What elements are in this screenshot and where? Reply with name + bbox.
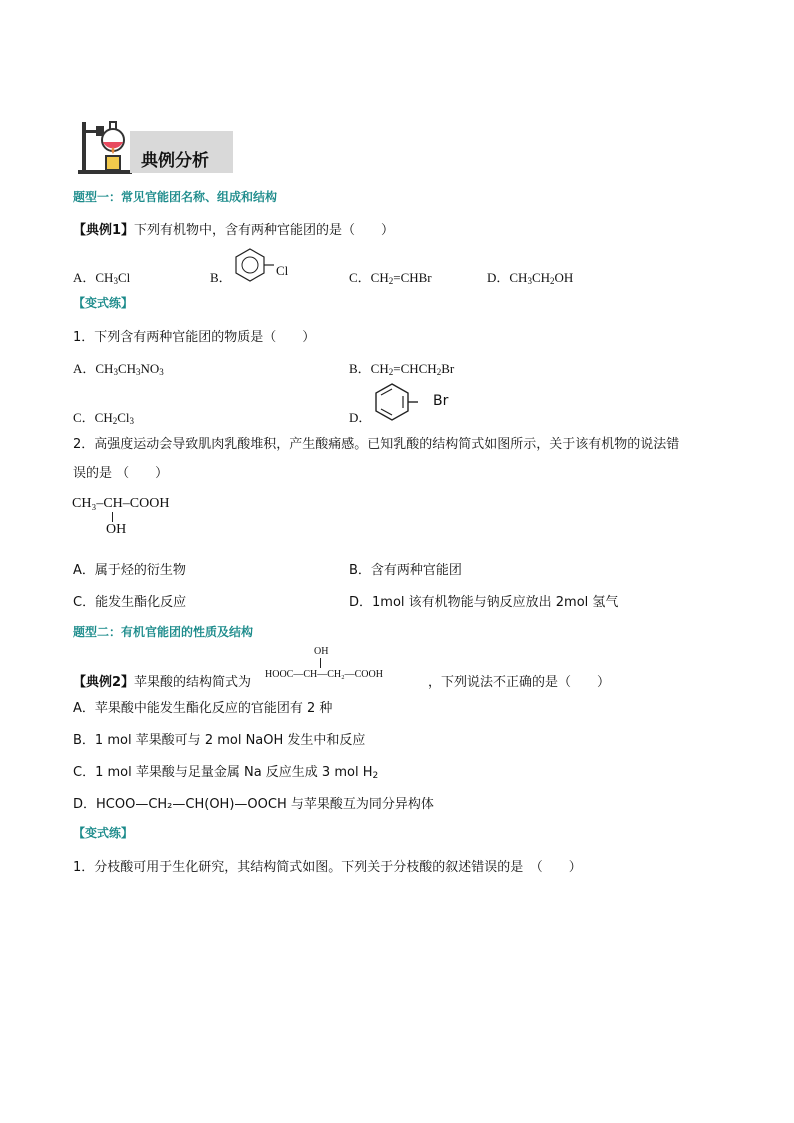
section-heading: 典例分析 [141,151,209,171]
example2-question-tail: ，下列说法不正确的是（ ） [428,675,611,690]
q1-option-b: B．$CH_2=CHCH_2Br$ [349,361,455,377]
example1-option-b-label: B． [210,270,232,285]
malic-acid-oh: OH [314,646,329,657]
section2-title: 题型二：有机官能团的性质及结构 [73,625,254,639]
bromobenzene-icon [372,382,442,422]
q2-option-d: D．1mol 该有机物能与钠反应放出 2mol 氢气 [349,595,619,610]
q1-text: 1．下列含有两种官能团的物质是（ ） [73,330,316,345]
variant-practice-tag-2: 【变式练】 [73,826,134,840]
malic-acid-structure: HOOC—CH—CH₂—COOH [265,669,383,680]
variant-practice-tag: 【变式练】 [73,296,134,310]
example2-option-b: B．1 mol 苹果酸可与 2 mol NaOH 发生中和反应 [73,733,366,748]
q2-option-a: A．属于烃的衍生物 [73,563,186,578]
option-b-substituent: Cl [276,263,289,278]
q2-line1: 2．高强度运动会导致肌肉乳酸堆积，产生酸痛感。已知乳酸的结构简式如图所示，关于该有机物的说法错 [73,437,680,452]
q2-option-b: B．含有两种官能团 [349,563,462,578]
example1-question: 【典例1】下列有机物中，含有两种官能团的是（ ） [73,223,395,238]
lactic-acid-oh: OH [106,522,127,537]
q1-option-c: C．$CH_2Cl_3$ [73,410,135,426]
example2-question: 【典例2】苹果酸的结构简式为 [73,675,252,690]
section2-q1-text: 1．分枝酸可用于生化研究，其结构简式如图。下列关于分枝酸的叙述错误的是 （ ） [73,860,582,875]
q2-line2: 误的是 （ ） [73,466,169,481]
bromo-substituent: Br [433,393,449,409]
q2-option-c: C．能发生酯化反应 [73,595,187,610]
example2-option-a: A．苹果酸中能发生酯化反应的官能团有 2 种 [73,701,333,716]
example1-option-d: D．$CH_3CH_2OH$ [487,270,574,286]
example1-option-a: A．$CH_3Cl$ [73,270,131,286]
q1-option-d-label: D． [349,410,372,425]
q1-option-a: A．$CH_3CH_3NO_3$ [73,361,164,377]
lab-apparatus-icon [76,118,136,178]
malic-acid-bond [320,658,321,668]
example2-option-d: D．HCOO—CH₂—CH(OH)—OOCH 与苹果酸互为同分异构体 [73,797,434,812]
section1-title: 题型一：常见官能团名称、组成和结构 [73,190,278,204]
example1-option-c: C．$CH_2=CHBr$ [349,270,432,286]
lactic-acid-structure: CH₃–CH–COOH [72,496,170,511]
structure-bond [112,512,113,522]
example2-option-c: C．1 mol 苹果酸与足量金属 Na 反应生成 3 mol $H_2$ [73,765,379,781]
